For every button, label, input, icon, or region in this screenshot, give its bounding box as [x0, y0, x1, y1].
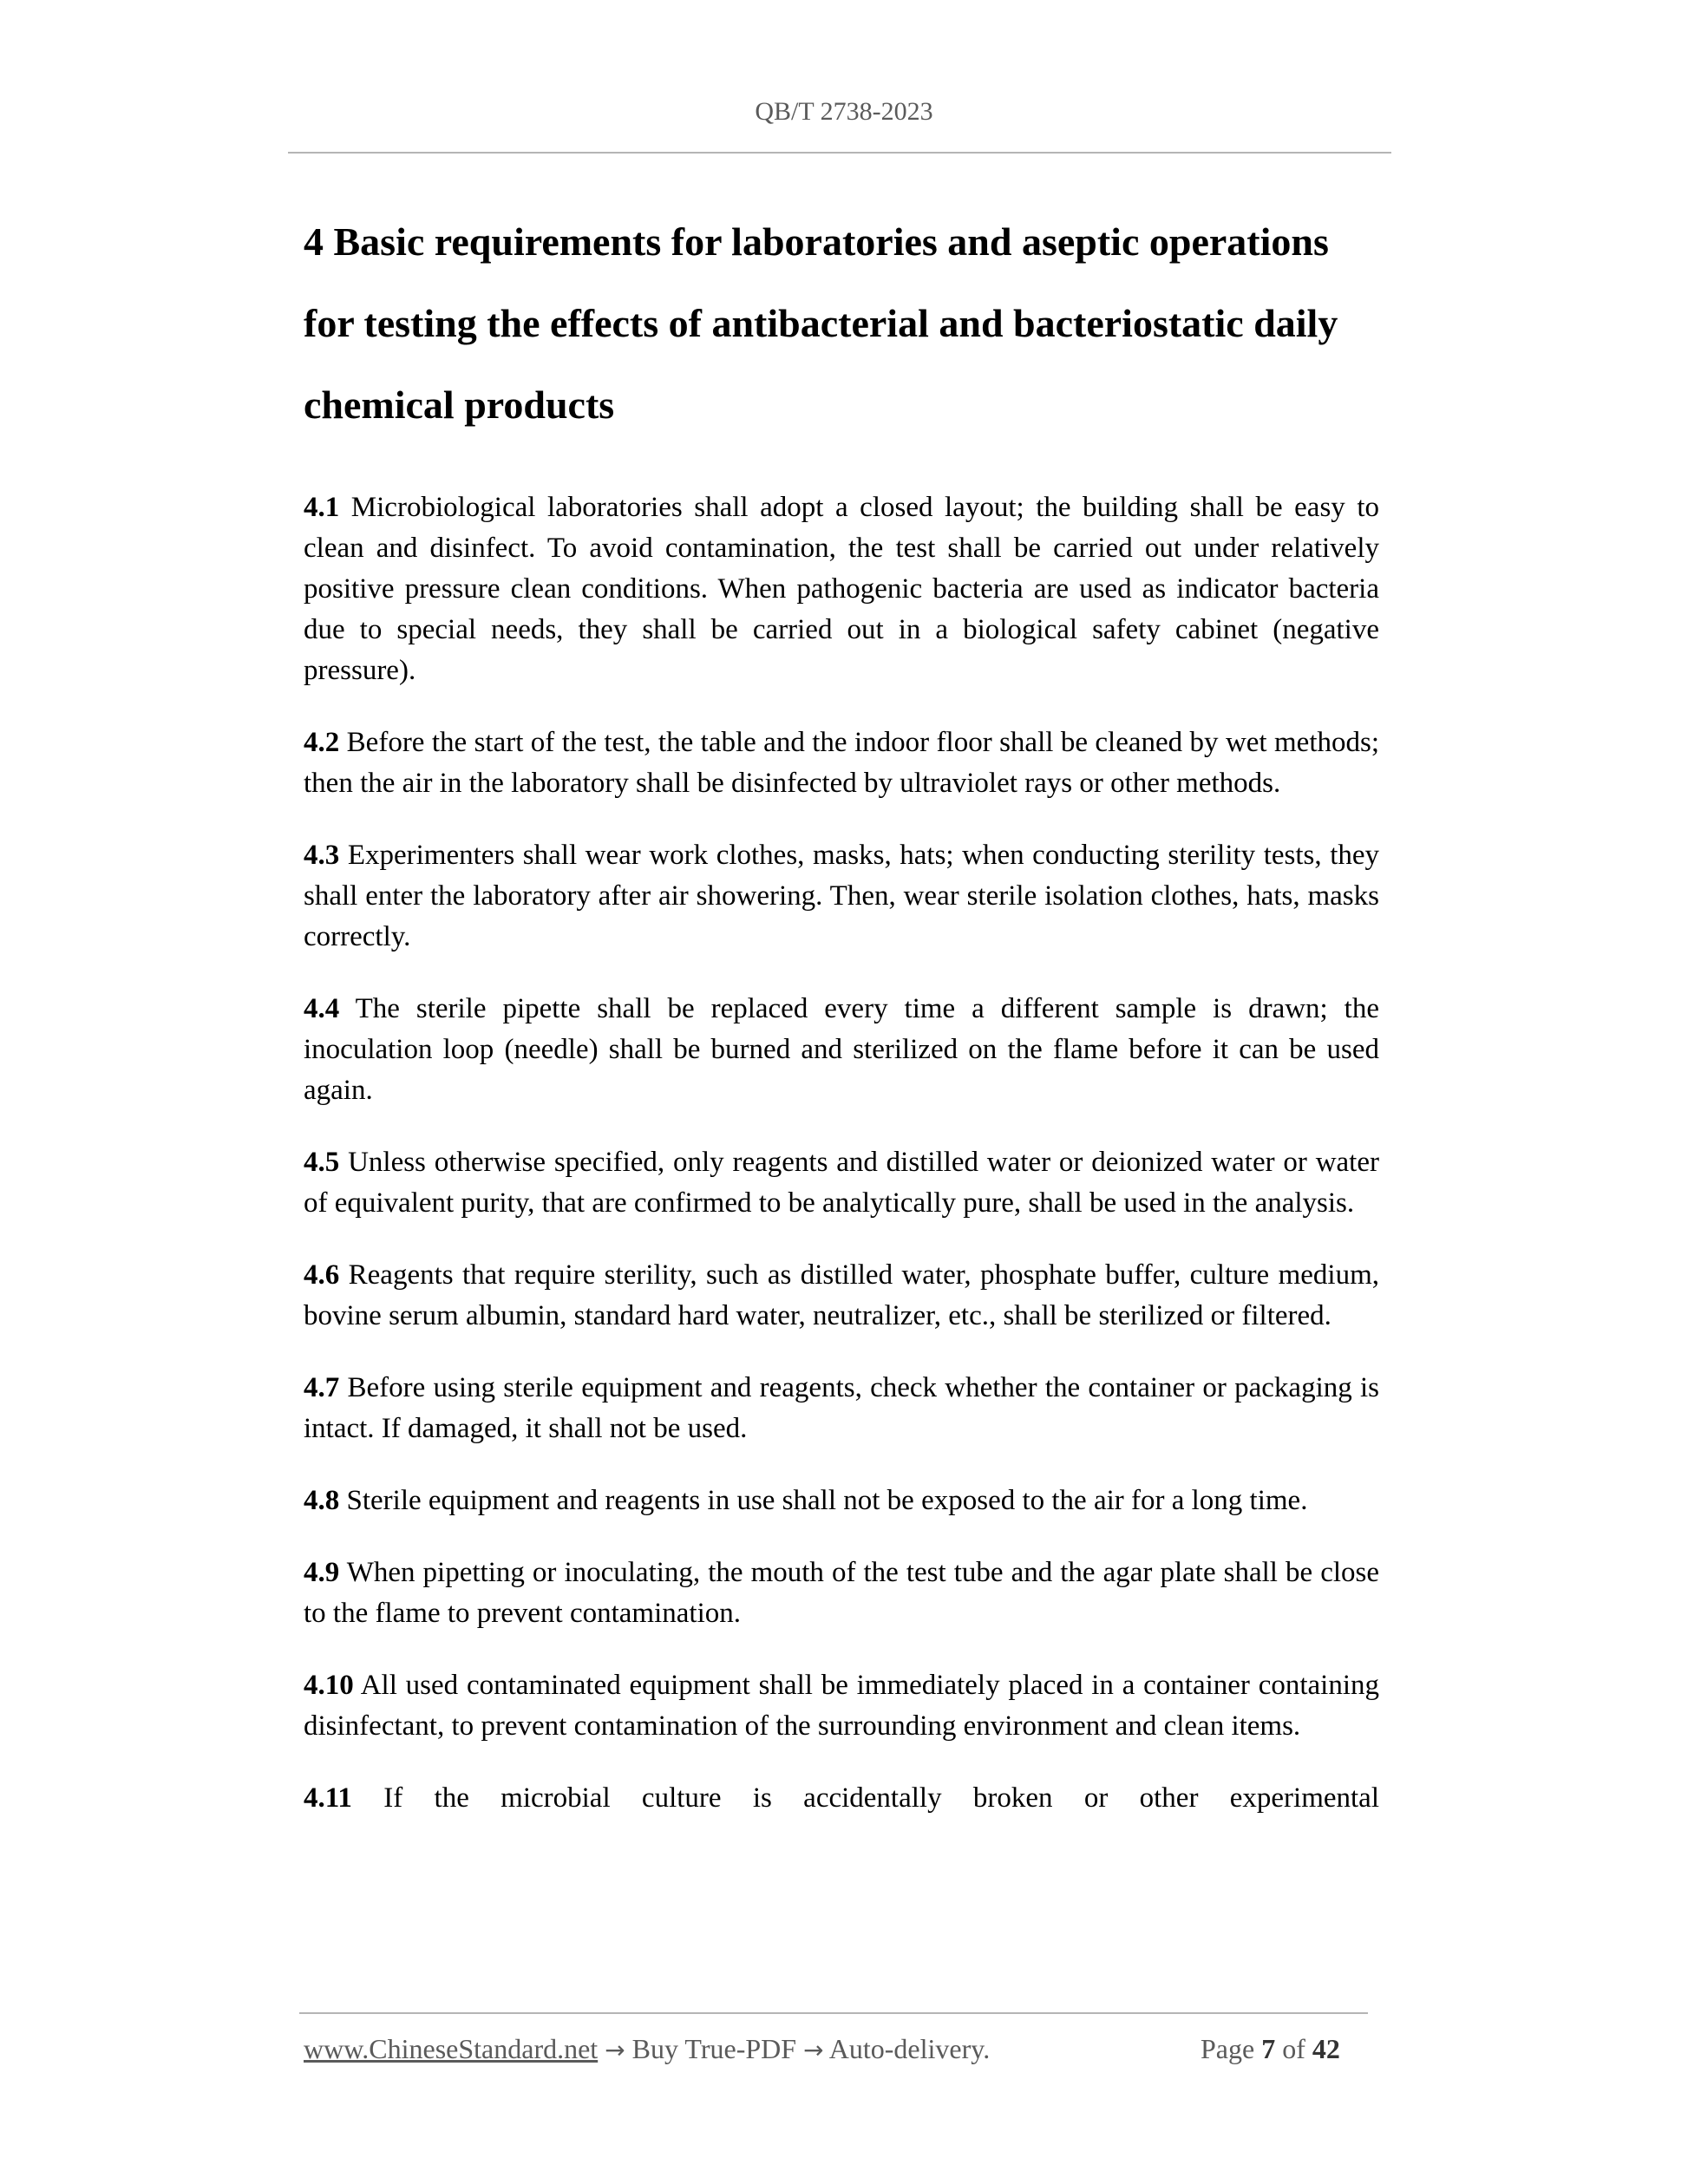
page-total: 42 [1312, 2033, 1340, 2064]
clause-text: Before using sterile equipment and reagents, check whether the container or packaging is intact. If damaged, it shall not be used. [304, 1372, 1380, 1444]
page-label: Page [1201, 2033, 1255, 2064]
clause-number: 4.1 [304, 492, 340, 523]
document-code-header: QB/T 2738-2023 [755, 97, 933, 126]
page-current: 7 [1261, 2033, 1276, 2064]
clause-number: 4.4 [304, 993, 340, 1024]
clause-4-2 [304, 723, 1379, 804]
clause-4-11 [304, 1778, 1379, 1819]
clause-text: All used contaminated equipment shall be immediately placed in a container containing disinfectant, to prevent contamination of the surrounding environment and clean items. [304, 1670, 1379, 1742]
clause-number: 4.10 [304, 1670, 354, 1701]
buy-pdf-text: Buy True-PDF [631, 2033, 797, 2064]
clause-number: 4.2 [304, 727, 340, 758]
page-number [1201, 2033, 1340, 2065]
page-content [304, 201, 1379, 1850]
clause-number: 4.7 [304, 1372, 340, 1403]
clause-text: Microbiological laboratories shall adopt a closed layout; the building shall be easy to clean and disinfect. To avoid contamination, the test shall be carried out under relatively positive pressure clean conditions. When pathogenic bacteria are used as indicator bacteria due to special needs, they shall be carried out in a biological safety cabinet (negative pressure). [304, 492, 1379, 686]
clause-text: Before the start of the test, the table and the indoor floor shall be cleaned by wet methods; then the air in the laboratory shall be disinfected by ultraviolet rays or other methods. [304, 727, 1380, 799]
footer-divider [299, 2012, 1368, 2014]
clause-4-6 [304, 1255, 1379, 1337]
clause-4-4 [304, 989, 1379, 1111]
clause-text: The sterile pipette shall be replaced every time a different sample is drawn; the inoculation loop (needle) shall be burned and sterilized on the flame before it can be used again. [304, 993, 1379, 1106]
clause-number: 4.9 [304, 1557, 340, 1588]
clause-4-5 [304, 1142, 1379, 1224]
clause-text: When pipetting or inoculating, the mouth of the test tube and the agar plate shall be close to the flame to prevent contamination. [304, 1557, 1379, 1629]
clause-4-1 [304, 487, 1379, 691]
section-title: 4 Basic requirements for laboratories and aseptic operations for testing the effects of antibacterial and bacteriostatic daily chemical products [304, 219, 1338, 427]
page-of-label: of [1282, 2033, 1305, 2064]
clause-text: Reagents that require sterility, such as distilled water, phosphate buffer, culture medium, bovine serum albumin, standard hard water, neutralizer, etc., shall be sterilized or filtered. [304, 1259, 1379, 1331]
arrow-right-icon: → [803, 2036, 824, 2064]
clause-4-10 [304, 1665, 1379, 1747]
clause-number: 4.8 [304, 1485, 340, 1516]
footer-promo [304, 2033, 990, 2065]
clause-4-7 [304, 1368, 1379, 1449]
clause-text: If the microbial culture is accidentally broken or other experimental [383, 1782, 1379, 1814]
arrow-right-icon: → [605, 2036, 625, 2064]
clause-text: Sterile equipment and reagents in use shall not be exposed to the air for a long time. [346, 1485, 1308, 1516]
site-link[interactable]: www.ChineseStandard.net [304, 2033, 599, 2064]
header-divider [288, 152, 1391, 154]
clause-number: 4.11 [304, 1782, 352, 1814]
clause-number: 4.6 [304, 1259, 340, 1291]
clause-4-8 [304, 1481, 1379, 1521]
clause-4-3 [304, 835, 1379, 958]
auto-delivery-text: Auto-delivery. [828, 2033, 991, 2064]
clause-4-9 [304, 1553, 1379, 1634]
clause-text: Unless otherwise specified, only reagents and distilled water or deionized water or water of equivalent purity, that are confirmed to be analytically pure, shall be used in the analysis. [304, 1147, 1379, 1219]
clause-text: Experimenters shall wear work clothes, masks, hats; when conducting sterility tests, they shall enter the laboratory after air showering. Then, wear sterile isolation clothes, hats, masks correctly. [304, 840, 1380, 952]
clause-number: 4.5 [304, 1147, 340, 1178]
clause-number: 4.3 [304, 840, 340, 871]
